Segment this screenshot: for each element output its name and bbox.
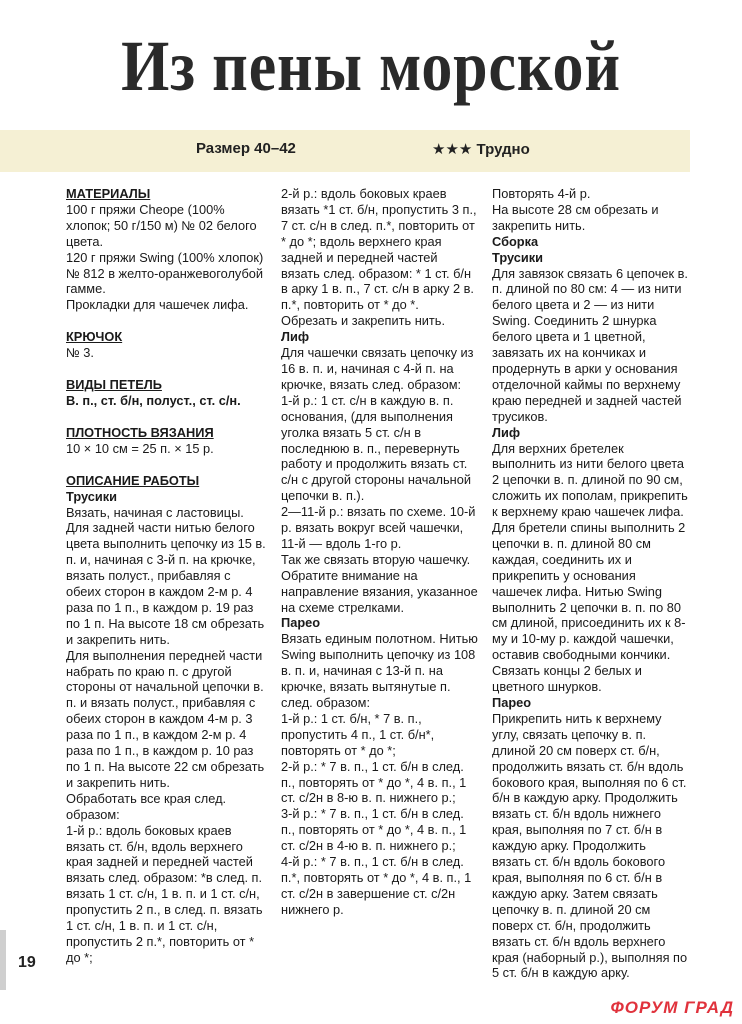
paragraph: Для выполнения передней части набрать по краю п. с другой стороны от начальной цепочки в. п. и вязать полуст., прибавляя с обеих сторон в каждом 4-м р. 3 раза по 1 п., в каждом 2-м р. 4 раза по 1 п., в каждом р. 10 раз по 1 п. На высоте 22 см обрезать и закрепить нить. <box>66 647 265 790</box>
density-heading: ПЛОТНОСТЬ ВЯЗАНИЯ <box>66 424 214 440</box>
paragraph: Так же связать вторую чашечку. Обратите внимание на направление вязания, указанное на схеме стрелками. <box>281 551 478 615</box>
header-band <box>0 130 690 172</box>
pareo-heading: Парео <box>492 695 532 710</box>
work-heading: ОПИСАНИЕ РАБОТЫ <box>66 472 200 488</box>
panties-heading: Трусики <box>66 488 118 504</box>
paragraph: 4-й р.: * 7 в. п., 1 ст. б/н в след. п.*, повторять от * до *, 4 в. п., 1 ст. с/2н в завершение ст. с/2н нижнего р. <box>281 854 472 917</box>
page-title: Из пены морской <box>121 26 621 106</box>
materials-item: 120 г пряжи Swing (100% хлопок) № 812 в желто-оранжевоголубой гамме. <box>66 249 264 297</box>
paragraph: Прикрепить нить к верхнему углу, связать цепочку в. п. длиной 20 см поверх ст. б/н, продолжить вязать ст. б/н вдоль бокового края, выполняя по 6 ст. б/н в каждую арку. Продолжить вязать ст. б/н вдоль нижнего края, выполняя по 7 ст. б/н в каждую арку. Продолжить вязать ст. б/н вдоль бокового края, выполняя по 6 ст. б/н в каждую арку. Затем связать цепочку в. п. длиной 20 см поверх ст. б/н, продолжить вязать ст. б/н вдоль верхнего края (наборный р.), выполняя по 5 ст. б/н в каждую арку. <box>492 710 688 981</box>
paragraph: Обработать все края след. образом: <box>66 790 227 822</box>
size-label: Размер 40–42 <box>196 140 296 157</box>
column-3 <box>492 186 688 981</box>
paragraph: Вязать единым полотном. Нитью Swing выполнить цепочку из 108 в. п. и, начиная с 13-й п. на крючке, вязать вытянутые п. след. образом: <box>281 631 478 710</box>
stitches-value: В. п., ст. б/н, полуст., ст. с/н. <box>66 392 241 408</box>
paragraph: 2-й р.: вдоль боковых краев вязать *1 ст. б/н, пропустить 3 п., 7 ст. с/н в след. п.*, повторить от * до *; вдоль верхнего края задней и передней частей вязать след. образом: * 1 ст. б/н в арку 1 в. п., 7 ст. с/н в арку 2 в. п.*, повторить от * до *. Обрезать и закрепить нить. <box>281 186 477 329</box>
materials-item: 100 г пряжи Cheope (100% хлопок; 50 г/150 м) № 02 белого цвета. <box>66 201 257 249</box>
paragraph: 1-й р.: 1 ст. с/н в каждую в. п. основания, (для выполнения уголка вязать 5 ст. с/н в последнюю в. п., перевернуть работу и продолжить вязать ст. с/н с другой стороны начальной цепочки в. п.). <box>281 392 472 504</box>
paragraph: Для верхних бретелек выполнить из нити белого цвета 2 цепочки в. п. длиной по 90 см, сложить их пополам, прикрепить к верхнему краю чашечек лифа. Для бретели спины выполнить 2 цепочки в. п. длиной 80 см каждая, соединить их и прикрепить у основания чашечек лифа. Нитью Swing выполнить 2 цепочки в. п. по 80 см длиной, присоединить их к 8-му и 10-му р. каждой чашечки, оставив свободными кончики. Связать концы 2 белых и цветного шнурков. <box>492 440 688 695</box>
hook-value: № 3. <box>66 345 94 361</box>
paragraph: 2-й р.: * 7 в. п., 1 ст. б/н в след. п., повторять от * до *, 4 в. п., 1 ст. с/2н в 8-ю в. п. нижнего р.; <box>281 758 467 806</box>
density-value: 10 × 10 см = 25 п. × 15 р. <box>66 440 214 456</box>
materials-heading: МАТЕРИАЛЫ <box>66 186 151 201</box>
bra-heading: Лиф <box>492 424 521 440</box>
panties-heading: Трусики <box>492 249 544 265</box>
watermark: ФОРУМ ГРАД <box>610 998 734 1017</box>
paragraph: 3-й р.: * 7 в. п., 1 ст. б/н в след. п., повторять от * до *, 4 в. п., 1 ст. с/2н в 4-ю в. п. нижнего р.; <box>281 806 467 854</box>
page-number: 19 <box>18 954 36 971</box>
paragraph: На высоте 28 см обрезать и закрепить нить. <box>492 201 659 233</box>
difficulty-label: ★★★ Трудно <box>432 141 530 158</box>
stitches-heading: ВИДЫ ПЕТЕЛЬ <box>66 377 162 393</box>
paragraph: 2—11-й р.: вязать по схеме. 10-й р. вязать вокруг всей чашечки, 11-й — вдоль 1-го р. <box>281 504 476 551</box>
paragraph: Повторять 4-й р. <box>492 186 591 201</box>
paragraph: Для чашечки связать цепочку из 16 в. п. и, начиная с 4-й п. на крючке, вязать след. образом: <box>281 345 474 392</box>
margin-bar <box>0 930 6 990</box>
bra-heading: Лиф <box>281 329 310 345</box>
paragraph: 1-й р.: вдоль боковых краев вязать ст. б/н, вдоль верхнего края задней и передней частей вязать след. образом: *в след. п. вязать 1 ст. с/н, 1 в. п. и 1 ст. с/н, пропустить 2 п., в след. п. вязать 1 ст. с/н, 1 в. п. и 1 ст. с/н, пропустить 2 п.*, повторить от * до *; <box>66 822 263 965</box>
column-1 <box>66 186 266 966</box>
paragraph: 1-й р.: 1 ст. б/н, * 7 в. п., пропустить 4 п., 1 ст. б/н*, повторять от * до *; <box>281 710 435 758</box>
pareo-heading: Парео <box>281 615 321 631</box>
materials-item: Прокладки для чашечек лифа. <box>66 297 249 313</box>
paragraph: Вязать, начиная с ластовицы. Для задней части нитью белого цвета выполнить цепочку из 15 в. п. и, начиная с 3-й п. на крючке, вязать полуст., прибавляя с обеих сторон в каждом 2-м р. 4 раза по 1 п., в каждом р. 19 раз по 1 п. На высоте 18 см обрезать и закрепить нить. <box>66 504 266 647</box>
hook-heading: КРЮЧОК <box>66 329 123 345</box>
column-2 <box>281 186 478 918</box>
assembly-heading: Сборка <box>492 233 539 249</box>
paragraph: Для завязок связать 6 цепочек в. п. длиной по 80 см: 4 — из нити белого цвета и 2 — из нити Swing. Соединить 2 шнурка белого цвета и 1 цветной, завязать их на кончиках и продернуть в арки у основания отделочной каймы по верхнему краю передней и задней частей трусиков. <box>492 265 688 424</box>
